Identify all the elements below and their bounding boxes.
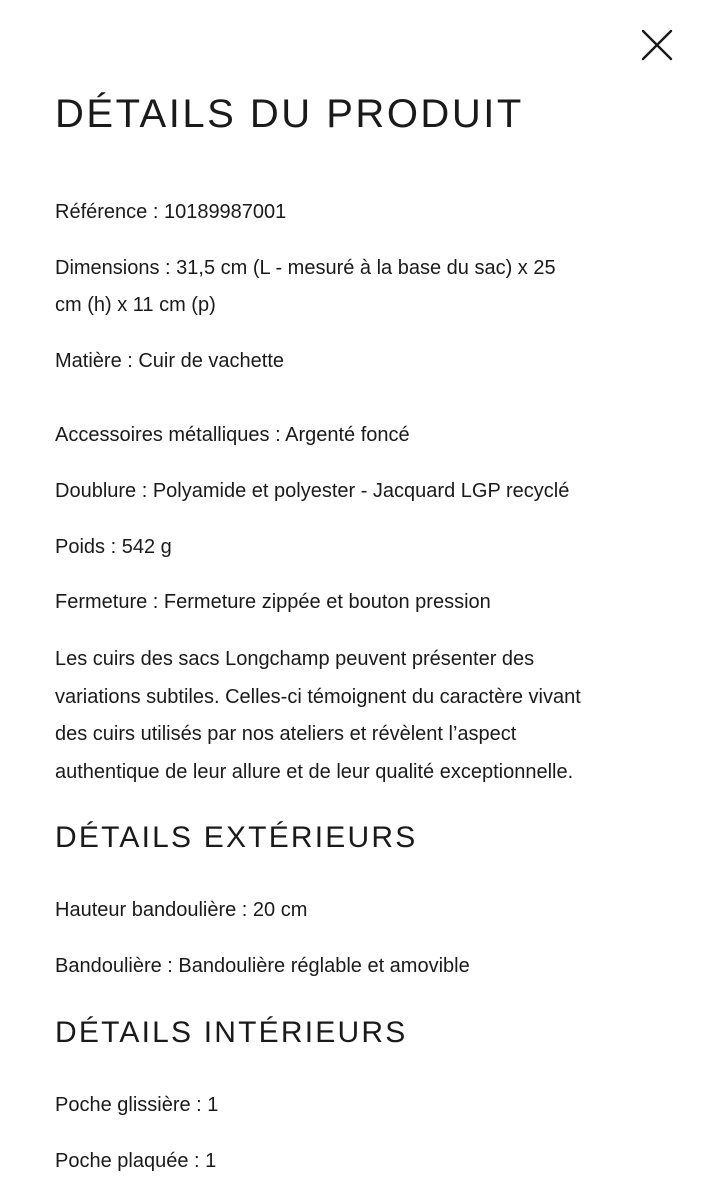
description-line: des cuirs utilisés par nos ateliers et révèlent l’aspect bbox=[55, 723, 517, 745]
product-dimensions-line-1: Dimensions : 31,5 cm (L - mesuré à la base du sac) x 25 bbox=[55, 257, 556, 279]
product-dimensions-line-2: cm (h) x 11 cm (p) bbox=[55, 294, 216, 316]
description-line: Les cuirs des sacs Longchamp peuvent présenter des bbox=[55, 648, 535, 670]
exterior-strap-height: Hauteur bandoulière : 20 cm bbox=[55, 899, 308, 921]
interior-patch-pocket: Poche plaquée : 1 bbox=[55, 1150, 217, 1172]
product-reference: Référence : 10189987001 bbox=[55, 201, 287, 223]
product-description bbox=[55, 641, 655, 791]
product-material: Matière : Cuir de vachette bbox=[55, 350, 284, 372]
product-closure: Fermeture : Fermeture zippée et bouton pression bbox=[55, 591, 491, 613]
close-button[interactable] bbox=[638, 26, 676, 64]
interior-section-title: DÉTAILS INTÉRIEURS bbox=[55, 1016, 408, 1049]
exterior-section-title: DÉTAILS EXTÉRIEURS bbox=[55, 821, 418, 854]
product-weight: Poids : 542 g bbox=[55, 536, 172, 558]
interior-zip-pocket: Poche glissière : 1 bbox=[55, 1094, 219, 1116]
description-line: variations subtiles. Celles-ci témoignent du caractère vivant bbox=[55, 685, 581, 708]
product-lining: Doublure : Polyamide et polyester - Jacquard LGP recyclé bbox=[55, 480, 570, 502]
description-line: authentique de leur allure et de leur qualité exceptionnelle. bbox=[55, 760, 574, 783]
product-hardware: Accessoires métalliques : Argenté foncé bbox=[55, 424, 410, 446]
exterior-strap: Bandoulière : Bandoulière réglable et amovible bbox=[55, 955, 470, 977]
page-title: DÉTAILS DU PRODUIT bbox=[55, 92, 524, 136]
close-icon bbox=[638, 26, 676, 64]
